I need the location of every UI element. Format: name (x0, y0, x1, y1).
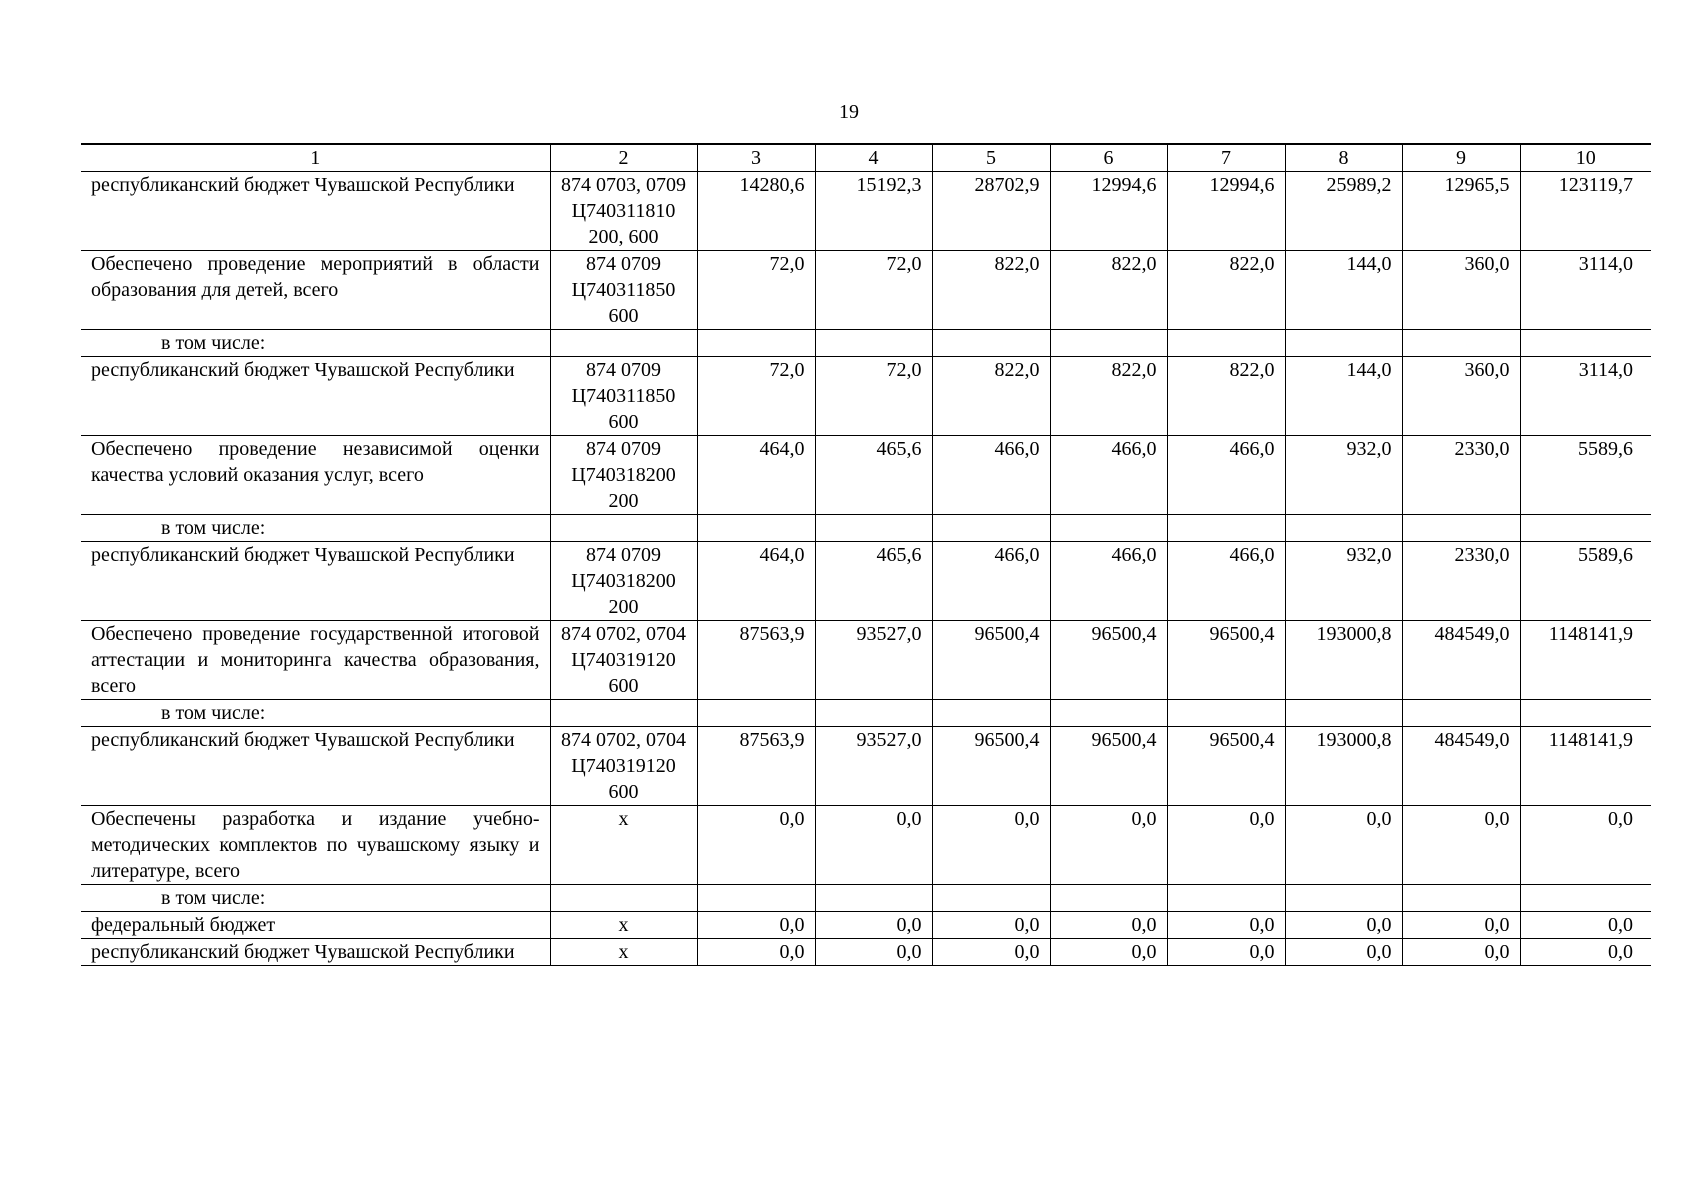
table-row (81, 939, 1651, 966)
value-cell (1520, 330, 1651, 357)
value-cell: 360,0 (1402, 251, 1520, 330)
value-cell: 96500,4 (1167, 727, 1285, 806)
value-cell: 96500,4 (932, 621, 1050, 700)
budget-code-cell: 874 0702, 0704 Ц740319120 600 (550, 621, 697, 700)
value-cell: 0,0 (815, 806, 932, 885)
value-cell (1520, 885, 1651, 912)
value-cell: 466,0 (1167, 542, 1285, 621)
value-cell: 0,0 (1167, 912, 1285, 939)
value-cell: 87563,9 (697, 621, 815, 700)
value-cell: 0,0 (697, 912, 815, 939)
value-cell (1402, 515, 1520, 542)
value-cell (1285, 515, 1402, 542)
value-cell: 0,0 (1520, 912, 1651, 939)
table-row (81, 330, 1651, 357)
row-name-cell: республиканский бюджет Чувашской Республики (81, 727, 550, 806)
value-cell: 0,0 (1520, 806, 1651, 885)
table-row (81, 436, 1651, 515)
value-cell (697, 700, 815, 727)
column-header: 5 (932, 144, 1050, 172)
value-cell (1050, 700, 1167, 727)
budget-code-cell: 874 0709 Ц740318200 200 (550, 542, 697, 621)
value-cell (1167, 330, 1285, 357)
value-cell (815, 885, 932, 912)
value-cell: 822,0 (1050, 251, 1167, 330)
value-cell: 0,0 (1167, 939, 1285, 966)
value-cell: 25989,2 (1285, 172, 1402, 251)
value-cell: 3114,0 (1520, 251, 1651, 330)
value-cell: 0,0 (697, 806, 815, 885)
budget-code-cell: 874 0702, 0704 Ц740319120 600 (550, 727, 697, 806)
budget-code-cell: 874 0703, 0709 Ц740311810 200, 600 (550, 172, 697, 251)
budget-code-cell: х (550, 939, 697, 966)
value-cell: 0,0 (1520, 939, 1651, 966)
value-cell (932, 330, 1050, 357)
table-row (81, 251, 1651, 330)
value-cell: 822,0 (1167, 357, 1285, 436)
value-cell: 96500,4 (1050, 621, 1167, 700)
table-body (81, 172, 1651, 966)
value-cell: 72,0 (697, 251, 815, 330)
value-cell: 28702,9 (932, 172, 1050, 251)
value-cell: 466,0 (932, 436, 1050, 515)
value-cell: 0,0 (932, 939, 1050, 966)
value-cell (697, 330, 815, 357)
value-cell: 932,0 (1285, 542, 1402, 621)
value-cell: 0,0 (1167, 806, 1285, 885)
value-cell: 12994,6 (1167, 172, 1285, 251)
budget-table (81, 143, 1651, 966)
value-cell: 822,0 (1050, 357, 1167, 436)
value-cell (1402, 700, 1520, 727)
budget-code-cell (550, 700, 697, 727)
value-cell: 0,0 (1402, 806, 1520, 885)
value-cell: 484549,0 (1402, 621, 1520, 700)
value-cell: 0,0 (1402, 939, 1520, 966)
column-header: 7 (1167, 144, 1285, 172)
value-cell (1402, 330, 1520, 357)
value-cell: 0,0 (1402, 912, 1520, 939)
page-number: 19 (839, 101, 859, 123)
value-cell (1285, 700, 1402, 727)
value-cell (1285, 330, 1402, 357)
column-header: 8 (1285, 144, 1402, 172)
value-cell: 0,0 (1285, 806, 1402, 885)
value-cell (1167, 515, 1285, 542)
value-cell: 96500,4 (1050, 727, 1167, 806)
value-cell: 0,0 (932, 806, 1050, 885)
value-cell: 0,0 (815, 939, 932, 966)
budget-code-cell: х (550, 806, 697, 885)
row-name-cell: республиканский бюджет Чувашской Республики (81, 542, 550, 621)
row-name-cell: федеральный бюджет (81, 912, 550, 939)
value-cell: 15192,3 (815, 172, 932, 251)
row-name-cell: республиканский бюджет Чувашской Республики (81, 939, 550, 966)
budget-code-cell: 874 0709 Ц740318200 200 (550, 436, 697, 515)
value-cell: 0,0 (1050, 939, 1167, 966)
value-cell: 0,0 (1050, 912, 1167, 939)
column-header: 9 (1402, 144, 1520, 172)
row-name-cell: республиканский бюджет Чувашской Республики (81, 357, 550, 436)
value-cell: 96500,4 (1167, 621, 1285, 700)
value-cell: 822,0 (1167, 251, 1285, 330)
value-cell: 464,0 (697, 542, 815, 621)
value-cell (1050, 515, 1167, 542)
value-cell (1402, 885, 1520, 912)
value-cell: 93527,0 (815, 727, 932, 806)
value-cell: 87563,9 (697, 727, 815, 806)
value-cell: 14280,6 (697, 172, 815, 251)
value-cell: 12965,5 (1402, 172, 1520, 251)
value-cell: 96500,4 (932, 727, 1050, 806)
value-cell: 3114,0 (1520, 357, 1651, 436)
value-cell (697, 885, 815, 912)
value-cell: 466,0 (1167, 436, 1285, 515)
value-cell (932, 515, 1050, 542)
value-cell: 93527,0 (815, 621, 932, 700)
value-cell (697, 515, 815, 542)
value-cell: 466,0 (932, 542, 1050, 621)
value-cell: 0,0 (1285, 912, 1402, 939)
row-name-cell: в том числе: (81, 515, 550, 542)
value-cell: 0,0 (1285, 939, 1402, 966)
value-cell (1167, 700, 1285, 727)
budget-code-cell: 874 0709 Ц740311850 600 (550, 357, 697, 436)
value-cell: 822,0 (932, 251, 1050, 330)
value-cell: 0,0 (1050, 806, 1167, 885)
value-cell: 144,0 (1285, 251, 1402, 330)
table-row (81, 515, 1651, 542)
column-header: 6 (1050, 144, 1167, 172)
value-cell: 1148141,9 (1520, 621, 1651, 700)
value-cell: 464,0 (697, 436, 815, 515)
value-cell (1285, 885, 1402, 912)
value-cell (815, 700, 932, 727)
value-cell: 72,0 (815, 251, 932, 330)
table-row (81, 806, 1651, 885)
row-name-cell: Обеспечено проведение независимой оценки качества условий оказания услуг, всего (81, 436, 550, 515)
table-row (81, 700, 1651, 727)
budget-code-cell (550, 515, 697, 542)
table-row (81, 885, 1651, 912)
row-name-cell: республиканский бюджет Чувашской Республики (81, 172, 550, 251)
value-cell (932, 700, 1050, 727)
value-cell (932, 885, 1050, 912)
value-cell: 5589,6 (1520, 436, 1651, 515)
table-row (81, 172, 1651, 251)
row-name-cell: Обеспечено проведение мероприятий в области образования для детей, всего (81, 251, 550, 330)
table-row (81, 357, 1651, 436)
value-cell: 465,6 (815, 542, 932, 621)
value-cell (1520, 700, 1651, 727)
value-cell (1050, 885, 1167, 912)
value-cell: 822,0 (932, 357, 1050, 436)
value-cell: 144,0 (1285, 357, 1402, 436)
value-cell: 72,0 (697, 357, 815, 436)
value-cell: 932,0 (1285, 436, 1402, 515)
row-name-cell: в том числе: (81, 700, 550, 727)
value-cell: 2330,0 (1402, 542, 1520, 621)
budget-code-cell (550, 330, 697, 357)
row-name-cell: Обеспечены разработка и издание учебно-методических комплектов по чувашскому языку и литературе, всего (81, 806, 550, 885)
column-header: 10 (1520, 144, 1651, 172)
value-cell: 1148141,9 (1520, 727, 1651, 806)
budget-code-cell (550, 885, 697, 912)
header-row (81, 144, 1651, 172)
table-row (81, 542, 1651, 621)
column-header: 1 (81, 144, 550, 172)
value-cell: 2330,0 (1402, 436, 1520, 515)
row-name-cell: в том числе: (81, 885, 550, 912)
row-name-cell: в том числе: (81, 330, 550, 357)
value-cell (815, 330, 932, 357)
column-header: 4 (815, 144, 932, 172)
value-cell: 193000,8 (1285, 621, 1402, 700)
column-header: 3 (697, 144, 815, 172)
table-row (81, 727, 1651, 806)
value-cell: 0,0 (932, 912, 1050, 939)
value-cell (1167, 885, 1285, 912)
budget-code-cell: 874 0709 Ц740311850 600 (550, 251, 697, 330)
table-row (81, 912, 1651, 939)
value-cell (1050, 330, 1167, 357)
value-cell: 466,0 (1050, 436, 1167, 515)
value-cell (815, 515, 932, 542)
column-header: 2 (550, 144, 697, 172)
value-cell (1520, 515, 1651, 542)
value-cell: 0,0 (815, 912, 932, 939)
value-cell: 193000,8 (1285, 727, 1402, 806)
table-row (81, 621, 1651, 700)
value-cell: 465,6 (815, 436, 932, 515)
value-cell: 12994,6 (1050, 172, 1167, 251)
value-cell: 0,0 (697, 939, 815, 966)
value-cell: 484549,0 (1402, 727, 1520, 806)
value-cell: 5589,6 (1520, 542, 1651, 621)
value-cell: 360,0 (1402, 357, 1520, 436)
row-name-cell: Обеспечено проведение государственной итоговой аттестации и мониторинга качества образования, всего (81, 621, 550, 700)
value-cell: 123119,7 (1520, 172, 1651, 251)
value-cell: 466,0 (1050, 542, 1167, 621)
value-cell: 72,0 (815, 357, 932, 436)
budget-code-cell: х (550, 912, 697, 939)
